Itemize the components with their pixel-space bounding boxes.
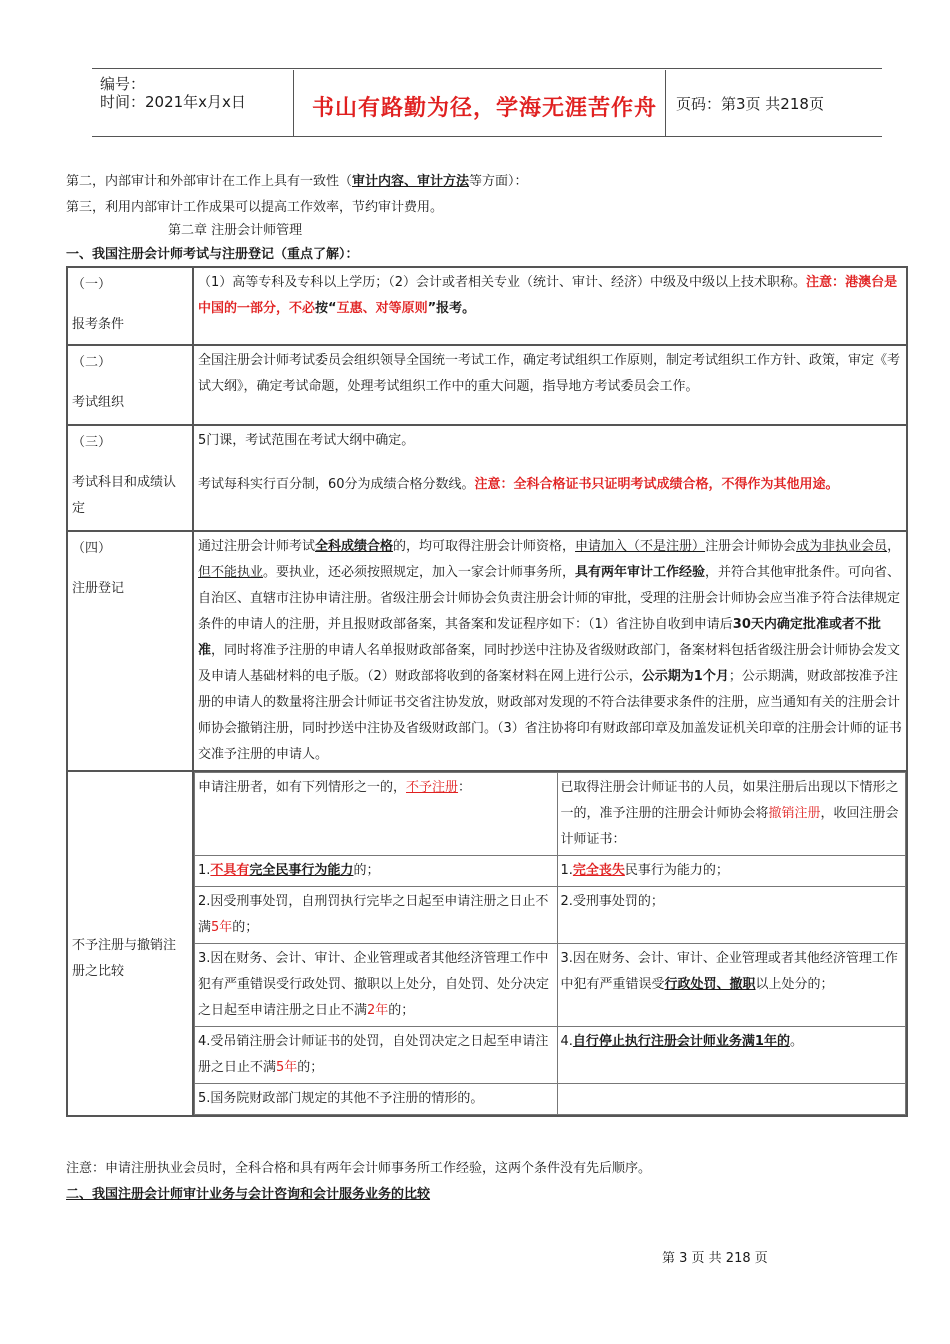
item-text: 民事行为能力的； — [624, 863, 729, 878]
revoke-header-highlight: 撤销注册 — [768, 806, 821, 821]
refuse-header-text: 申请注册者，如有下列情形之一的， — [198, 780, 407, 795]
row-label-cell — [67, 771, 193, 1116]
refuse-header — [195, 773, 558, 856]
page-label: 页码：第3页 共218页 — [676, 95, 824, 113]
refuse-item-1 — [195, 856, 558, 887]
row-number: （一） — [72, 277, 112, 292]
revoke-header-text: ，收回注册会计师证书： — [560, 806, 899, 847]
item-number: 1. — [198, 863, 211, 878]
row-content-cell — [193, 531, 907, 771]
revoke-item-1 — [557, 856, 906, 887]
chapter-title: 第二章 注册会计师管理 — [168, 223, 303, 238]
exam-registration-table — [66, 266, 908, 1117]
row-content-cell: 全国注册会计师考试委员会组织领导全国统一考试工作，确定考试组织工作原则，制定考试组织工作方针、政策，审定《考试大纲》，确定考试命题，处理考试组织工作中的重大问题，指导地方考试委员会工作。 — [193, 345, 907, 425]
note-text: 港澳台是中国的一部分，不必 — [198, 275, 898, 316]
item-text: 3.因在财务、会计、审计、企业管理或者其他经济管理工作中犯有严重错误受行政处罚、撤职以上处分，自处罚、处分决定之日起至申请注册之日止不满 — [198, 951, 550, 1018]
intro-line-2: 第三，利用内部审计工作成果可以提高工作效率，节约审计费用。 — [66, 200, 444, 215]
item-highlight: 完全丧失 — [572, 863, 625, 878]
revoke-header — [557, 773, 906, 856]
refuse-header-highlight: 不予注册 — [406, 780, 459, 795]
revoke-item-2: 2.受刑事处罚的； — [557, 887, 906, 944]
item-text: 。 — [789, 1034, 803, 1049]
exam-requirements-text: （1）高等专科及专科以上学历；（2）会计或者相关专业（统计、审计、经济）中级及中级以上技术职称。 — [198, 275, 807, 290]
revoke-item-4 — [557, 1027, 906, 1084]
item-text: 以上处分的； — [755, 977, 834, 992]
header-motto: 书山有路勤为径，学海无涯苦作舟 — [312, 96, 658, 121]
certificate-note: 注意：全科合格证书只证明考试成绩合格，不得作为其他用途。 — [474, 477, 839, 492]
row-label-cell — [67, 531, 193, 771]
refuse-item-4 — [195, 1027, 558, 1084]
table-row — [67, 771, 907, 1116]
note-highlight: 互惠、对等原则 — [336, 301, 428, 316]
table-row — [67, 345, 907, 425]
row-number: （三） — [72, 435, 112, 450]
subjects-text: 5门课，考试范围在考试大纲中确定。 — [198, 433, 415, 448]
refuse-item-3 — [195, 944, 558, 1027]
section-2-heading: 二、我国注册会计师审计业务与会计咨询和会计服务业务的比较 — [66, 1187, 431, 1202]
item-emphasis: 自行停止执行注册会计师业务满1年的 — [572, 1034, 790, 1049]
scoring-text: 考试每科实行百分制，60分为成绩合格分数线。 — [198, 477, 475, 492]
item-emphasis: 行政处罚、撤职 — [664, 977, 756, 992]
note-label: 注意： — [806, 275, 846, 290]
intro-line-1 — [66, 173, 528, 191]
row-label-cell — [67, 345, 193, 425]
registration-text: ， — [887, 539, 901, 554]
registration-underline: 但不能执业 — [198, 565, 264, 580]
table-row — [67, 531, 907, 771]
registration-text: 注册会计师协会 — [705, 539, 797, 554]
item-number: 4. — [560, 1034, 573, 1049]
header-bottom-rule — [92, 136, 882, 137]
row-label: 注册登记 — [72, 581, 125, 596]
table-row — [195, 856, 906, 887]
scoring-line — [198, 472, 902, 498]
item-highlight: 5年 — [276, 1060, 298, 1075]
revoke-item-3 — [557, 944, 906, 1027]
intro-line-1-prefix: 第二，内部审计和外部审计在工作上具有一致性（ — [66, 174, 353, 189]
serial-label: 编号： — [100, 75, 146, 93]
time-label: 时间：2021年x月x日 — [100, 93, 246, 111]
registration-emphasis: 全科成绩合格 — [315, 539, 394, 554]
note-text-plain: 按“ — [315, 301, 337, 316]
table-row — [195, 1027, 906, 1084]
page-footer: 第 3 页 共 218 页 — [662, 1251, 768, 1266]
refuse-item-2 — [195, 887, 558, 944]
row-label: 不予注册与撤销注册之比较 — [72, 937, 177, 979]
header-divider-right — [665, 70, 666, 136]
section-1-heading: 一、我国注册会计师考试与注册登记（重点了解）： — [66, 247, 359, 262]
registration-text: ，同时将准予注册的申请人名单报财政部备案，同时抄送中注协及省级财政部门，备案材料包括省级注册会计师协会发文及申请人基础材料的电子版。（2）财政部将收到的备案材料在网上进行公示， — [198, 643, 901, 684]
registration-emphasis: 公示期为1个月 — [641, 669, 729, 684]
registration-emphasis: 具有两年审计工作经验 — [575, 565, 706, 580]
table-row — [67, 425, 907, 531]
note-text-end: ”报考。 — [427, 301, 476, 316]
registration-text: 通过注册会计师考试 — [198, 539, 316, 554]
registration-order-note: 注意：申请注册执业会员时，全科合格和具有两年会计师事务所工作经验，这两个条件没有先后顺序。 — [66, 1161, 652, 1176]
row-number: （二） — [72, 355, 112, 370]
table-row — [195, 887, 906, 944]
row-label: 考试组织 — [72, 395, 125, 410]
intro-line-1-suffix: 等方面）： — [469, 174, 528, 189]
item-text: 2.因受刑事处罚，自刑罚执行完毕之日起至申请注册之日止不满 — [198, 894, 549, 935]
item-text: 的； — [297, 1060, 324, 1075]
registration-text: ；公示期满，财政部按准予注册的申请人的数量将注册会计师证书交省注协发放，财政部对发现的不符合法律要求条件的注册，应当通知有关的注册会计师协会撤销注册，同时抄送中注协及省级财政部门。（3）省注协将印有财政部印章及加盖发证机关印章的注册会计师的证书交准予注册的申请人。 — [198, 669, 902, 762]
row-label-cell — [67, 425, 193, 531]
header-divider-left — [293, 70, 294, 136]
registration-text: 的，均可取得注册会计师资格， — [393, 539, 576, 554]
item-highlight: 2年 — [367, 1003, 389, 1018]
registration-underline: 成为非执业会员 — [796, 539, 888, 554]
row-number: （四） — [72, 541, 112, 556]
row-content-cell — [193, 267, 907, 345]
item-text: 的； — [353, 863, 380, 878]
item-emphasis: 完全民事行为能力 — [249, 863, 354, 878]
comparison-table — [194, 772, 906, 1115]
row-content-cell — [193, 425, 907, 531]
row-label: 考试科目和成绩认定 — [72, 475, 177, 516]
table-row — [195, 944, 906, 1027]
revoke-header-text: 已取得注册会计师证书的人员，如果注册后出现以下情形之一的，准予注册的注册会计师协会将 — [560, 780, 899, 821]
table-row — [67, 267, 907, 345]
registration-underline: 申请加入（不是注册） — [575, 539, 706, 554]
table-row — [195, 1084, 906, 1115]
intro-line-1-bold: 审计内容、审计方法 — [352, 174, 470, 189]
item-highlight: 不具有 — [210, 863, 250, 878]
refuse-header-text: ： — [458, 780, 472, 795]
header-top-rule — [92, 68, 882, 69]
refuse-item-5: 5.国务院财政部门规定的其他不予注册的情形的。 — [195, 1084, 558, 1115]
table-row — [195, 773, 906, 856]
item-number: 1. — [560, 863, 573, 878]
registration-text: 。要执业，还必须按照规定，加入一家会计师事务所， — [263, 565, 576, 580]
item-text: 的； — [388, 1003, 415, 1018]
item-text: 的； — [232, 920, 259, 935]
item-highlight: 5年 — [211, 920, 233, 935]
item-text: 3.因在财务、会计、审计、企业管理或者其他经济管理工作中犯有严重错误受 — [560, 951, 898, 992]
row-label-cell — [67, 267, 193, 345]
row-label: 报考条件 — [72, 317, 125, 332]
registration-text: ，并符合其他审批条件。可向省、自治区、直辖市注协申请注册。省级注册会计师协会负责注册会计师的审批，受理的注册会计师协会应当准予符合法律规定条件的申请人的注册，并且报财政部备案，其备案和发证程序如下：（1）省注协自收到申请后 — [198, 565, 901, 632]
registration-emphasis: 30天内确定批准或者不批准 — [198, 617, 881, 658]
revoke-item-5 — [557, 1084, 906, 1115]
comparison-cell — [193, 771, 907, 1116]
item-text: 4.受吊销注册会计师证书的处罚，自处罚决定之日起至申请注册之日止不满 — [198, 1034, 549, 1075]
